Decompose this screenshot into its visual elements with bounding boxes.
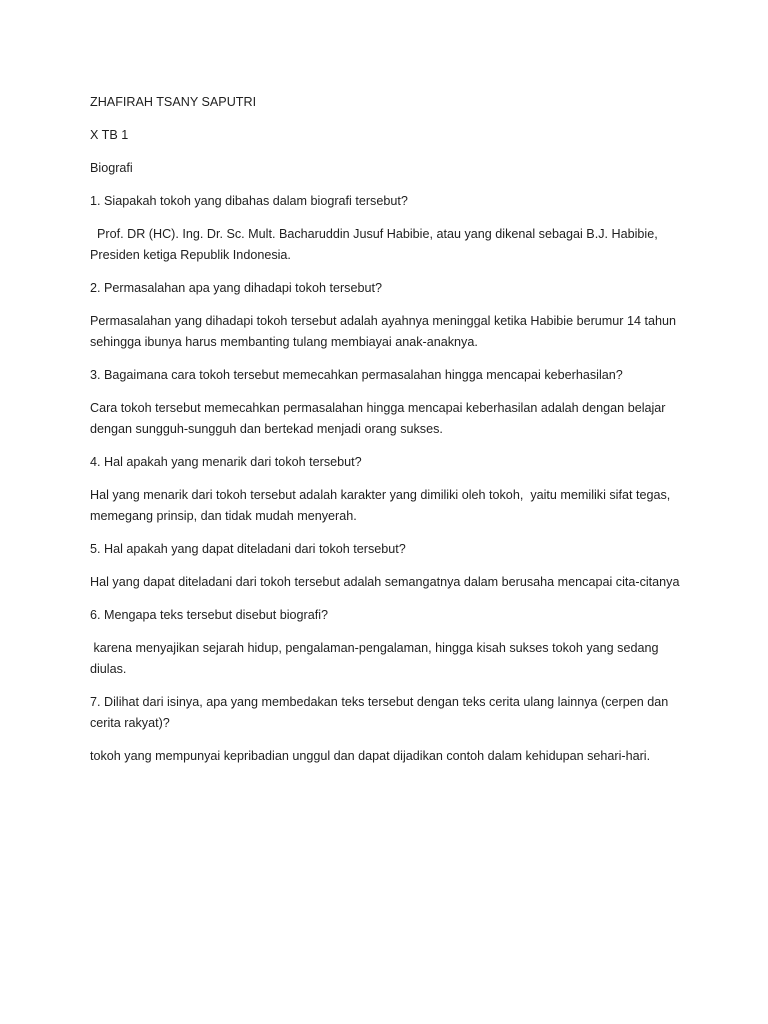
answer-1: Prof. DR (HC). Ing. Dr. Sc. Mult. Bacharuddin Jusuf Habibie, atau yang dikenal sebagai B.J. Habibie, Presiden ketiga Republik Indonesia. — [90, 227, 662, 262]
question-1: 1. Siapakah tokoh yang dibahas dalam biografi tersebut? — [90, 194, 408, 208]
student-class: X TB 1 — [90, 128, 129, 142]
student-name: ZHAFIRAH TSANY SAPUTRI — [90, 95, 257, 109]
question-3: 3. Bagaimana cara tokoh tersebut memecahkan permasalahan hingga mencapai keberhasilan? — [90, 368, 623, 382]
answer-2: Permasalahan yang dihadapi tokoh tersebut adalah ayahnya meninggal ketika Habibie berumur 14 tahun sehingga ibunya harus membanting tulang membiayai anak-anaknya. — [90, 314, 680, 349]
question-2: 2. Permasalahan apa yang dihadapi tokoh tersebut? — [90, 281, 382, 295]
question-6: 6. Mengapa teks tersebut disebut biografi? — [90, 608, 329, 622]
question-5: 5. Hal apakah yang dapat diteladani dari tokoh tersebut? — [90, 542, 406, 556]
answer-7: tokoh yang mempunyai kepribadian unggul dan dapat dijadikan contoh dalam kehidupan sehari-hari. — [90, 749, 651, 763]
subject-title: Biografi — [90, 161, 133, 175]
answer-5: Hal yang dapat diteladani dari tokoh tersebut adalah semangatnya dalam berusaha mencapai cita-citanya — [90, 575, 680, 589]
answer-3: Cara tokoh tersebut memecahkan permasalahan hingga mencapai keberhasilan adalah dengan belajar dengan sungguh-sungguh dan bertekad menjadi orang sukses. — [90, 401, 669, 436]
answer-4: Hal yang menarik dari tokoh tersebut adalah karakter yang dimiliki oleh tokoh, yaitu memiliki sifat tegas, memegang prinsip, dan tidak mudah menyerah. — [90, 488, 674, 523]
question-7: 7. Dilihat dari isinya, apa yang membedakan teks tersebut dengan teks cerita ulang lainnya (cerpen dan cerita rakyat)? — [90, 695, 672, 730]
document-body — [90, 92, 680, 779]
answer-6: karena menyajikan sejarah hidup, pengalaman-pengalaman, hingga kisah sukses tokoh yang sedang diulas. — [90, 641, 662, 676]
question-4: 4. Hal apakah yang menarik dari tokoh tersebut? — [90, 455, 362, 469]
